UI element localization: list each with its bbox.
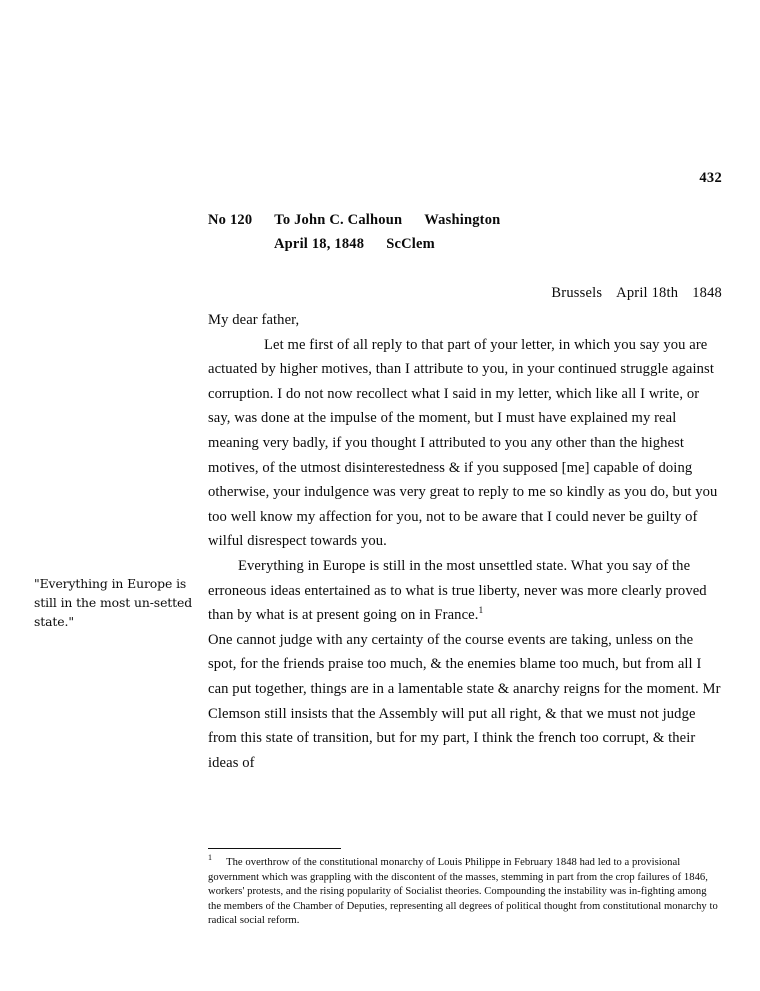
letter-salutation: My dear father, — [208, 312, 300, 328]
letter-paragraph-1: Let me first of all reply to that part of your letter, in which you say you are actuated by higher motives, than I attribute to you, in your continued struggle against corruption. I do not now recollect what I said in my letter, which like all I write, or say, was done at the impulse of the moment, but I must have explained my real meaning very badly, if you thought I attributed to you any other than the highest motives, of the utmost disinterestedness & if you supposed [me] capable of doing otherwise, your indulgence was very great to reply to me so kindly as you do, but you too well know my affection for you, not to be aware that I could never be guilty of wilful disrespect towards you. — [208, 336, 718, 550]
footnote-separator-rule — [208, 848, 341, 849]
letter-date: April 18, 1848 — [274, 236, 365, 252]
letter-heading-line-1 — [208, 208, 728, 232]
letter-body — [208, 308, 722, 775]
footnote-block — [208, 853, 722, 929]
letter-recipient: To John C. Calhoun — [274, 212, 403, 228]
letter-repository: ScClem — [386, 236, 435, 252]
dateline — [0, 285, 722, 302]
letter-place: Washington — [424, 212, 501, 228]
paragraph-2-text-before-footnote: Everything in Europe is still in the most unsettled state. What you say of the erroneous ideas entertained as to what is true liberty, never was more clearly proved than by what is at present going on in France. — [208, 557, 707, 624]
dateline-place: Brussels — [551, 285, 603, 301]
margin-note: "Everything in Europe is still in the most un-setted state." — [34, 576, 193, 630]
letter-paragraph-2 — [208, 554, 722, 775]
document-number: No 120 — [208, 212, 253, 228]
footnote-text: The overthrow of the constitutional monarchy of Louis Philippe in February 1848 had led to a provisional government which was grappling with the discontent of the masses, stemming in part from the crop failures of 1846, workers' protests, and the rising popularity of Socialist theories. Compounding the instability was in-fighting among the members of the Chamber of Deputies, representing all degrees of political thought from constitutional monarchy to radical social reform. — [208, 857, 718, 927]
footnote-number: 1 — [208, 853, 213, 863]
letter-heading-line-2 — [208, 232, 728, 256]
letter-heading — [208, 208, 728, 256]
footnote-reference-marker[interactable]: 1 — [478, 606, 484, 617]
dateline-date: April 18th — [616, 285, 679, 301]
dateline-year: 1848 — [692, 285, 722, 301]
paragraph-2-text-after-footnote: One cannot judge with any certainty of the course events are taking, unless on the spot, for the friends praise too much, & the enemies blame too much, but from all I can put together, things are in a lamentable state & anarchy reigns for the moment. Mr Clemson still insists that the Assembly will put all right, & that we must not judge from this state of transition, but for my part, I think the french too corrupt, & their ideas of — [208, 631, 721, 771]
page-number: 432 — [699, 170, 722, 186]
